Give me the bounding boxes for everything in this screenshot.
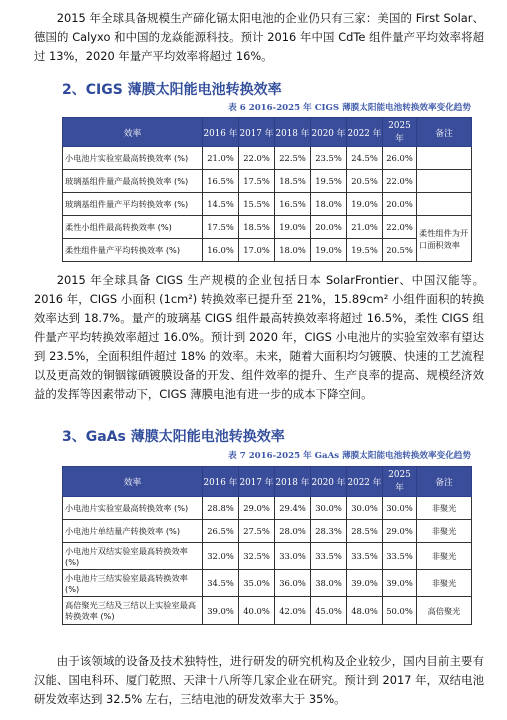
cell-value: 19.0%: [311, 239, 347, 262]
cell-value: 28.0%: [275, 520, 311, 543]
table-6-col-header: 2016 年: [203, 118, 239, 147]
cell-value: 19.0%: [347, 193, 383, 216]
cell-value: 45.0%: [311, 597, 347, 625]
table-7-col-header: 2020 年: [311, 467, 347, 497]
table-7-col-header: 备注: [417, 467, 472, 497]
cell-value: 21.0%: [347, 216, 383, 239]
table-row: [63, 597, 472, 625]
cell-value: 42.0%: [275, 597, 311, 625]
intro-paragraph: 2015 年全球具备规模生产碲化镉太阳电池的企业仍只有三家：美国的 First Solar、德国的 Calyxo 和中国的龙焱能源科技。预计 2016 年中国 CdTe 组件量产平均效率将超过 13%，2020 年量产平均效率将超过 16%。: [34, 11, 484, 63]
cell-value: 33.5%: [311, 543, 347, 570]
cell-value: 24.5%: [347, 147, 383, 170]
table-row: [63, 239, 472, 262]
row-label: 柔性组件量产平均转换效率 (%): [63, 239, 203, 262]
note-cell: 非聚光: [417, 543, 472, 570]
note-cell: [417, 193, 472, 216]
row-label: 高倍聚光三结及三结以上实验室最高转换效率 (%): [63, 597, 203, 625]
table-6-col-header: 2022 年: [347, 118, 383, 147]
table-7-caption: 表 7 2016-2025 年 GaAs 薄膜太阳能电池转换效率变化趋势: [228, 451, 471, 461]
note-cell: 高倍聚光: [417, 597, 472, 625]
middle-paragraph: 2015 年全球具备 CIGS 生产规模的企业包括日本 SolarFrontier、中国汉能等。2016 年，CIGS 小面积 (1cm²) 转换效率已提升至 21%，15.89cm² 小组件面积的转换效率达到 18.7%。量产的玻璃基 CIGS 组件最高转换效率将超过 16.5%，柔性 CIGS 组件量产平均转换效率超过 16.0%。预计到 2020 年，CIGS 小电池片的实验室效率有望达到 23.5%，全面积组件超过 18% 的效率。未来，随着大面积均匀镀膜、快速的工艺流程以及更高效的铜铟镓硒镀膜设备的开发、组件效率的提升、生产良率的提高、规模经济效益的发挥等因素带动下，CIGS 薄膜电池有进一步的成本下降空间。: [34, 273, 484, 401]
table-row: [63, 170, 472, 193]
section-2-heading: 2、CIGS 薄膜太阳能电池转换效率: [62, 82, 282, 98]
cell-value: 28.3%: [311, 520, 347, 543]
cell-value: 14.5%: [203, 193, 239, 216]
cell-value: 15.5%: [239, 193, 275, 216]
cell-value: 28.8%: [203, 497, 239, 520]
cell-value: 29.4%: [275, 497, 311, 520]
closing-paragraph: 由于该领域的设备及技术独特性，进行研发的研究机构及企业较少，国内目前主要有汉能、国电科环、厦门乾照、天津十八所等几家企业在研究。预计到 2017 年，双结电池研发效率达到 32.5% 左右，三结电池的研发效率大于 35%。: [34, 654, 484, 706]
cell-value: 18.5%: [275, 170, 311, 193]
table-7-col-header: 2016 年: [203, 467, 239, 497]
cell-value: 34.5%: [203, 570, 239, 597]
cell-value: 30.0%: [347, 497, 383, 520]
note-cell: [417, 147, 472, 170]
cell-value: 20.5%: [383, 239, 417, 262]
cell-value: 26.0%: [383, 147, 417, 170]
table-6-col-header: 2017 年: [239, 118, 275, 147]
cell-value: 17.5%: [203, 216, 239, 239]
section-3-heading: 3、GaAs 薄膜太阳能电池转换效率: [62, 429, 285, 445]
cell-value: 16.5%: [203, 170, 239, 193]
table-row: [63, 570, 472, 597]
cell-value: 33.5%: [383, 543, 417, 570]
cell-value: 32.5%: [239, 543, 275, 570]
table-6-caption: 表 6 2016-2025 年 CIGS 薄膜太阳能电池转换效率变化趋势: [228, 103, 471, 113]
table-row: [63, 520, 472, 543]
row-label: 柔性小组件最高转换效率 (%): [63, 216, 203, 239]
cell-value: 17.0%: [239, 239, 275, 262]
cell-value: 35.0%: [239, 570, 275, 597]
cell-value: 16.5%: [275, 193, 311, 216]
cell-value: 40.0%: [239, 597, 275, 625]
table-6-cigs-efficiency: [62, 117, 472, 262]
table-row: [63, 543, 472, 570]
table-7-gaas-efficiency: [62, 466, 472, 625]
cell-value: 48.0%: [347, 597, 383, 625]
table-row: [63, 193, 472, 216]
cell-value: 29.0%: [239, 497, 275, 520]
table-6-col-header: 效率: [63, 118, 203, 147]
table-6-col-header: 2025 年: [383, 118, 417, 147]
table-row: [63, 216, 472, 239]
table-6-col-header: 2020 年: [311, 118, 347, 147]
cell-value: 26.5%: [203, 520, 239, 543]
cell-value: 16.0%: [203, 239, 239, 262]
cell-value: 39.0%: [383, 570, 417, 597]
note-cell: 柔性组件为开口面积效率: [417, 216, 472, 262]
cell-value: 39.0%: [347, 570, 383, 597]
cell-value: 22.0%: [383, 216, 417, 239]
cell-value: 23.5%: [311, 147, 347, 170]
cell-value: 30.0%: [383, 497, 417, 520]
cell-value: 39.0%: [203, 597, 239, 625]
cell-value: 22.0%: [383, 170, 417, 193]
note-cell: 非聚光: [417, 570, 472, 597]
cell-value: 32.0%: [203, 543, 239, 570]
table-7-header-row: [63, 467, 472, 497]
row-label: 玻璃基组件量产最高转换效率 (%): [63, 170, 203, 193]
row-label: 小电池片实验室最高转换效率 (%): [63, 497, 203, 520]
cell-value: 29.0%: [383, 520, 417, 543]
cell-value: 21.0%: [203, 147, 239, 170]
table-6-col-header: 备注: [417, 118, 472, 147]
cell-value: 38.0%: [311, 570, 347, 597]
cell-value: 28.5%: [347, 520, 383, 543]
note-cell: [417, 170, 472, 193]
cell-value: 30.0%: [311, 497, 347, 520]
cell-value: 36.0%: [275, 570, 311, 597]
table-7-col-header: 2017 年: [239, 467, 275, 497]
table-6-header-row: [63, 118, 472, 147]
cell-value: 20.0%: [311, 216, 347, 239]
row-label: 小电池片实验室最高转换效率 (%): [63, 147, 203, 170]
cell-value: 33.0%: [275, 543, 311, 570]
cell-value: 22.5%: [275, 147, 311, 170]
cell-value: 20.0%: [383, 193, 417, 216]
row-label: 小电池片双结实验室最高转换效率 (%): [63, 543, 203, 570]
note-cell: 非聚光: [417, 497, 472, 520]
table-7-col-header: 效率: [63, 467, 203, 497]
cell-value: 18.0%: [275, 239, 311, 262]
cell-value: 19.0%: [275, 216, 311, 239]
cell-value: 22.0%: [239, 147, 275, 170]
cell-value: 19.5%: [347, 239, 383, 262]
cell-value: 20.5%: [347, 170, 383, 193]
table-6-col-header: 2018 年: [275, 118, 311, 147]
cell-value: 17.5%: [239, 170, 275, 193]
cell-value: 27.5%: [239, 520, 275, 543]
cell-value: 19.5%: [311, 170, 347, 193]
cell-value: 18.5%: [239, 216, 275, 239]
note-cell: 非聚光: [417, 520, 472, 543]
cell-value: 18.0%: [311, 193, 347, 216]
row-label: 玻璃基组件量产平均转换效率 (%): [63, 193, 203, 216]
table-row: [63, 497, 472, 520]
row-label: 小电池片三结实验室最高转换效率 (%): [63, 570, 203, 597]
table-7-col-header: 2025 年: [383, 467, 417, 497]
table-row: [63, 147, 472, 170]
cell-value: 33.5%: [347, 543, 383, 570]
cell-value: 50.0%: [383, 597, 417, 625]
row-label: 小电池片单结量产转换效率 (%): [63, 520, 203, 543]
table-7-col-header: 2018 年: [275, 467, 311, 497]
table-7-col-header: 2022 年: [347, 467, 383, 497]
